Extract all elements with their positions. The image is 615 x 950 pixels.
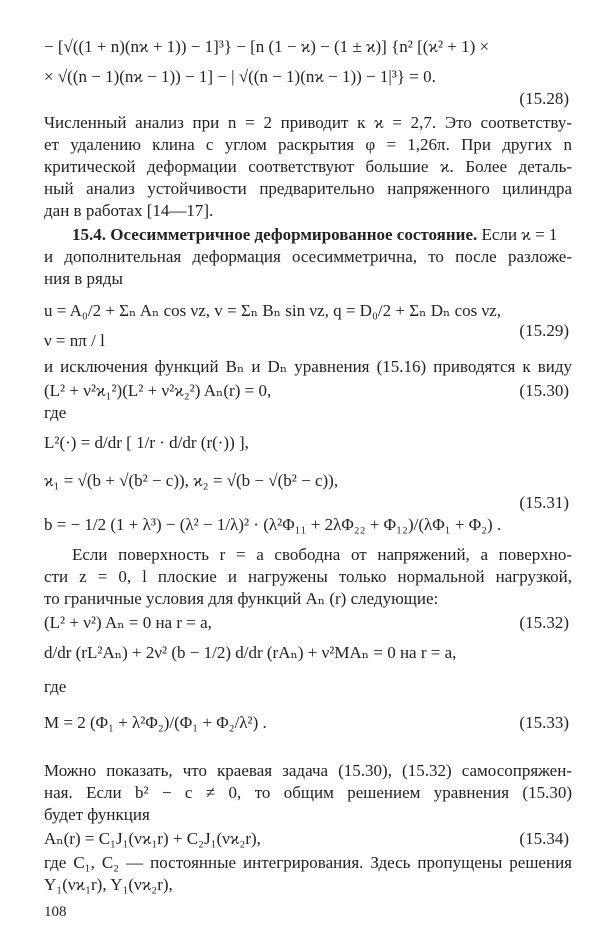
paragraph-1-line-1: Численный анализ при n = 2 приводит к ϰ = 2,7. Это соответству-	[44, 113, 572, 132]
paragraph-3-line-2: ная. Если b² − c ≠ 0, то общим решением уравнения (15.30)	[44, 783, 572, 802]
word-where-1: где	[44, 403, 67, 422]
equation-15-28-line-1: − [√((1 + n)(nϰ + 1)) − 1]³} − [n (1 − ϰ) − (1 ± ϰ)] {n² [(ϰ² + 1) ×	[44, 37, 490, 56]
paragraph-2-line-2: сти z = 0, l плоские и нагружены только нормальной нагрузкой,	[44, 567, 572, 586]
equation-b: b = − 1/2 (1 + λ³) − (λ² − 1/λ)² · (λ²Φ₁₁ + 2λΦ₂₂ + Φ₁₂)/(λΦ₁ + Φ₂) .	[44, 515, 502, 534]
page-number: 108	[44, 904, 67, 920]
paragraph-1-line-5: дан в работах [14—17].	[44, 201, 214, 220]
paragraph-3-line-3: будет функция	[44, 805, 150, 824]
equation-label-15-31: (15.31)	[519, 493, 569, 512]
word-where-2: где	[44, 677, 67, 696]
equation-label-15-28: (15.28)	[519, 89, 569, 108]
equation-label-15-32: (15.32)	[519, 613, 569, 632]
section-heading-continuation: Если ϰ = 1	[481, 225, 558, 244]
paragraph-4-line-1: где C₁, C₂ — постоянные интегрирования. Здесь пропущены решения	[44, 853, 572, 872]
paragraph-3-line-1: Можно показать, что краевая задача (15.30), (15.32) самосопряжен-	[44, 761, 572, 780]
section-line-3: ния в ряды	[44, 269, 123, 288]
paragraph-1-line-4: ный анализ устойчивости предварительно напряженного цилиндра	[44, 179, 572, 198]
paragraph-2-line-3: то граничные условия для функций Aₙ (r) следующие:	[44, 589, 439, 608]
equation-15-30: (L² + ν²ϰ₁²)(L² + ν²ϰ₂²) Aₙ(r) = 0,	[44, 381, 272, 400]
equation-M: M = 2 (Φ₁ + λ²Φ₂)/(Φ₁ + Φ₂/λ²) .	[44, 713, 267, 732]
paragraph-1-line-2: ет удалению клина с углом раскрытия φ = 1,26π. При других n	[44, 135, 572, 154]
paragraph-4-line-2: Y₁(νϰ₁r), Y₁(νϰ₂r),	[44, 875, 173, 894]
section-line-2: и дополнительная деформация осесимметрична, то после разложе-	[44, 247, 572, 266]
section-heading-line	[72, 224, 557, 246]
equation-nu: ν = nπ / l	[44, 331, 105, 350]
equation-label-15-29: (15.29)	[519, 321, 569, 340]
equation-label-15-34: (15.34)	[519, 829, 569, 848]
equation-label-15-30: (15.30)	[519, 381, 569, 400]
equation-15-32-b: d/dr (rL²Aₙ) + 2ν² (b − 1/2) d/dr (rAₙ) + ν²MAₙ = 0 на r = a,	[44, 643, 457, 662]
paragraph-1-line-3: критической деформации соответствуют большие ϰ. Более деталь-	[44, 157, 572, 176]
equation-label-15-33: (15.33)	[519, 713, 569, 732]
paragraph-2-line-1: Если поверхность r = a свободна от напряжений, а поверхно-	[72, 545, 572, 564]
equation-kappa: ϰ₁ = √(b + √(b² − c)), ϰ₂ = √(b − √(b² − c)),	[44, 471, 339, 490]
equation-L-squared: L²(·) = d/dr [ 1/r · d/dr (r(·)) ],	[44, 433, 249, 452]
text-exclusion-line: и исключения функций Bₙ и Dₙ уравнения (15.16) приводятся к виду	[44, 357, 572, 376]
equation-15-32-a: (L² + ν²) Aₙ = 0 на r = a,	[44, 613, 212, 632]
equation-15-29: u = A₀/2 + Σₙ Aₙ cos νz, v = Σₙ Bₙ sin νz, q = D₀/2 + Σₙ Dₙ cos νz,	[44, 301, 501, 320]
equation-15-28-line-2: × √((n − 1)(nϰ − 1)) − 1] − | √((n − 1)(nϰ − 1)) − 1|³} = 0.	[44, 67, 436, 86]
section-heading: 15.4. Осесимметричное деформированное состояние.	[72, 225, 478, 244]
equation-15-34: Aₙ(r) = C₁J₁(νϰ₁r) + C₂J₁(νϰ₂r),	[44, 829, 261, 848]
